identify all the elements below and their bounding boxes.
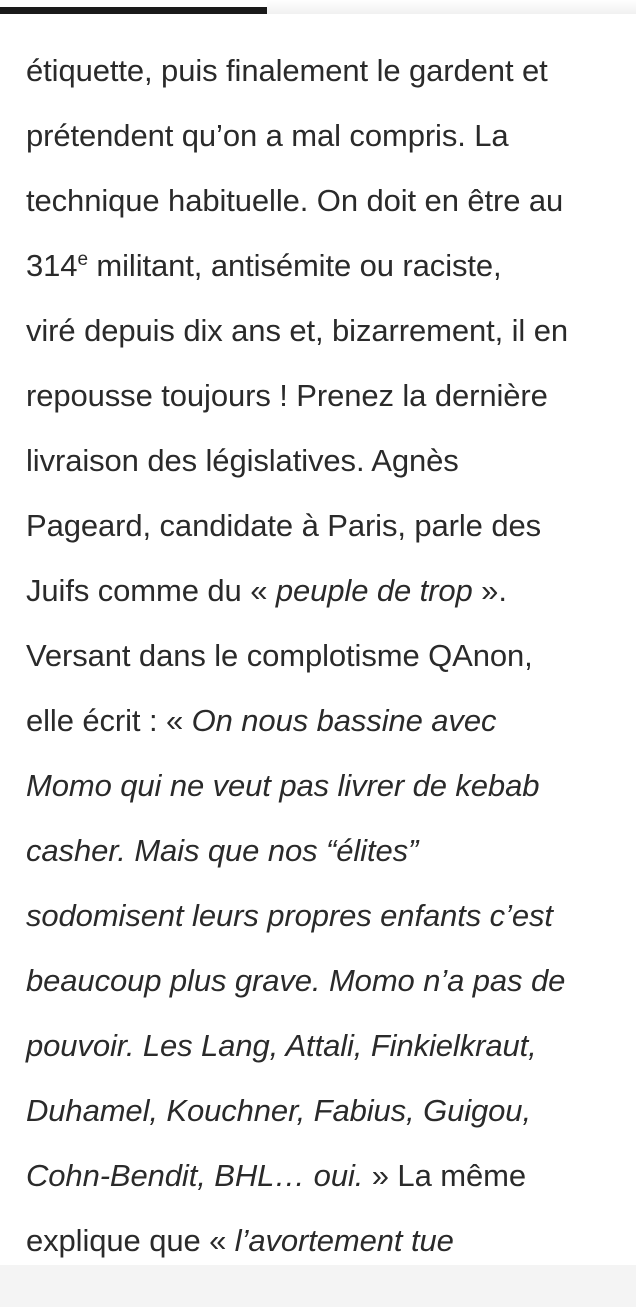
- article-line: [26, 623, 626, 688]
- article-line: [26, 1143, 626, 1208]
- body-text: Versant dans le complotisme QAnon,: [26, 638, 533, 673]
- italic-quote-text: sodomisent leurs propres enfants c’est: [26, 898, 553, 933]
- italic-quote-text: l’avortement tue: [234, 1223, 454, 1258]
- article-line: [26, 688, 626, 753]
- article-line: [26, 948, 626, 1013]
- reading-progress-bar: [0, 0, 636, 14]
- body-text: » La même: [363, 1158, 526, 1193]
- article-line: [26, 818, 626, 883]
- italic-quote-text: beaucoup plus grave. Momo n’a pas de: [26, 963, 566, 998]
- body-text: étiquette, puis finalement le gardent et: [26, 53, 548, 88]
- reading-progress-fill: [0, 7, 267, 14]
- body-text: Pageard, candidate à Paris, parle des: [26, 508, 542, 543]
- body-text: viré depuis dix ans et, bizarrement, il en: [26, 313, 569, 348]
- article-body: [26, 38, 626, 1273]
- italic-quote-text: Cohn-Bendit, BHL… oui.: [26, 1158, 364, 1193]
- article-line: [26, 1013, 626, 1078]
- italic-quote-text: Duhamel, Kouchner, Fabius, Guigou,: [26, 1093, 531, 1128]
- article-line: [26, 38, 626, 103]
- body-text: prétendent qu’on a mal compris. La: [26, 118, 509, 153]
- article-line: [26, 1208, 626, 1273]
- bottom-navigation-bar: [0, 1265, 636, 1307]
- body-text: ».: [472, 573, 507, 608]
- article-line: [26, 168, 626, 233]
- article-line: [26, 753, 626, 818]
- article-line: [26, 298, 626, 363]
- body-text: explique que «: [26, 1223, 235, 1258]
- italic-quote-text: peuple de trop: [275, 573, 473, 608]
- body-text: livraison des législatives. Agnès: [26, 443, 459, 478]
- top-bar-shadow: [267, 0, 636, 14]
- article-line: [26, 558, 626, 623]
- italic-quote-text: pouvoir. Les Lang, Attali, Finkielkraut,: [26, 1028, 537, 1063]
- italic-quote-text: Momo qui ne veut pas livrer de kebab: [26, 768, 540, 803]
- article-line: [26, 883, 626, 948]
- body-text: repousse toujours ! Prenez la dernière: [26, 378, 548, 413]
- body-text: technique habituelle. On doit en être au: [26, 183, 564, 218]
- superscript-text: e: [77, 249, 88, 270]
- article-line: [26, 428, 626, 493]
- italic-quote-text: casher. Mais que nos “élites”: [26, 833, 419, 868]
- article-line: [26, 493, 626, 558]
- article-line: [26, 1078, 626, 1143]
- body-text: 314: [26, 248, 78, 283]
- article-line: [26, 103, 626, 168]
- body-text: militant, antisémite ou raciste,: [87, 248, 502, 283]
- italic-quote-text: On nous bassine avec: [191, 703, 497, 738]
- body-text: elle écrit : «: [26, 703, 192, 738]
- article-line: [26, 363, 626, 428]
- body-text: Juifs comme du «: [26, 573, 276, 608]
- article-line: [26, 233, 626, 298]
